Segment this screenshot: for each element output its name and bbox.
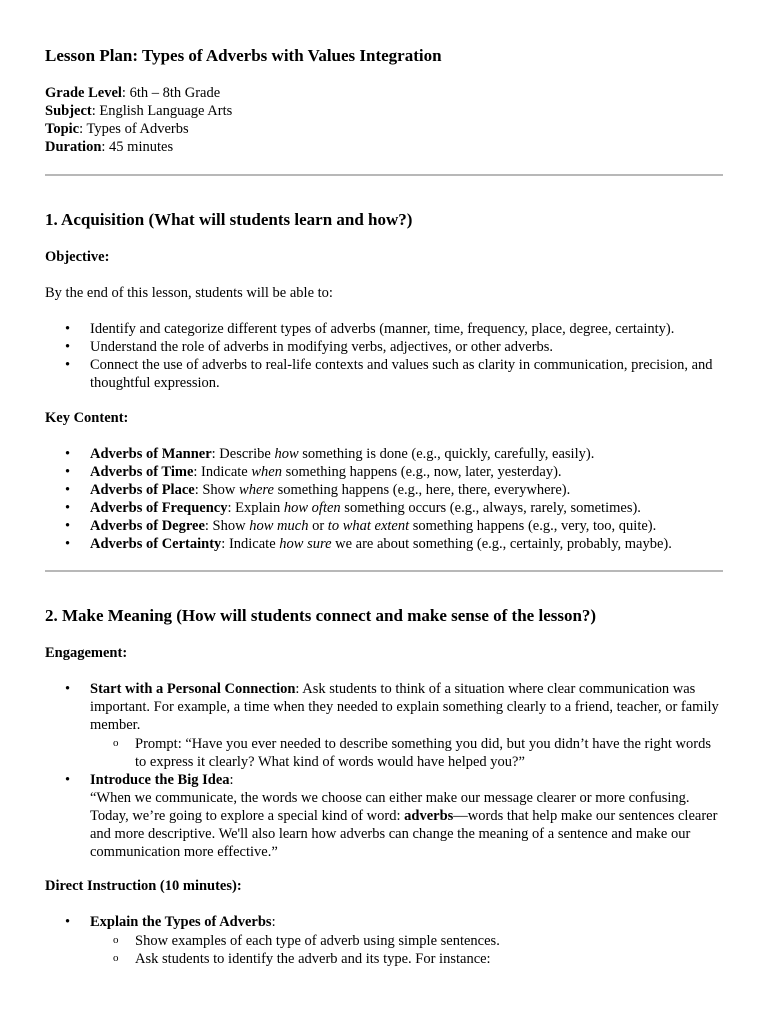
term: Introduce the Big Idea (90, 772, 230, 788)
section-heading-make-meaning: 2. Make Meaning (How will students connect and make sense of the lesson?) (45, 606, 597, 625)
text: something happens (e.g., very, too, quite). (409, 518, 657, 534)
text: or (308, 518, 328, 534)
list-item (45, 499, 723, 517)
list-item (45, 445, 723, 463)
list-item: • Connect the use of adverbs to real-life contexts and values such as clarity in communication, precision, and thoughtful expression. (45, 356, 723, 392)
quote-text: —words that help make our sentences clearer and more descriptive. We'll also learn how adverbs can change the meaning of a sentence and make our communication more effective.” (90, 808, 718, 860)
engagement-list (45, 680, 723, 861)
term: Start with a Personal Connection (90, 681, 296, 697)
meta-value: : English Language Arts (91, 103, 233, 119)
meta-grade-level (45, 84, 232, 102)
list-item (45, 771, 723, 861)
term: Adverbs of Degree (90, 518, 205, 534)
list-item (45, 913, 723, 968)
text: : Ask students to think of a situation where clear communication was important. For example, a time when they needed to explain something clearly to a friend, teacher, or family member. (90, 681, 719, 733)
emphasis: when (251, 464, 282, 480)
text: : Indicate (193, 464, 252, 480)
key-content-label: Key Content: (45, 410, 129, 426)
emphasis: how much (249, 518, 309, 534)
meta-duration (45, 138, 232, 156)
list-item (45, 535, 723, 553)
sub-list-item: o Ask students to identify the adverb and its type. For instance: (90, 950, 723, 968)
meta-topic (45, 120, 232, 138)
emphasis: how often (283, 500, 341, 516)
objective-label: Objective: (45, 249, 110, 265)
term: Adverbs of Place (90, 482, 195, 498)
text: : (271, 914, 276, 930)
emphasis: how sure (279, 536, 332, 552)
emphasis: how (274, 446, 299, 462)
direct-instruction-label: Direct Instruction (10 minutes): (45, 878, 242, 894)
text: something is done (e.g., quickly, carefully, easily). (298, 446, 595, 462)
meta-value: : 6th – 8th Grade (121, 85, 221, 101)
objective-intro: By the end of this lesson, students will be able to: (45, 285, 333, 301)
term: Adverbs of Manner (90, 446, 212, 462)
sub-list (90, 735, 723, 771)
text: : Show (194, 482, 240, 498)
text: we are about something (e.g., certainly, probably, maybe). (331, 536, 672, 552)
text: something happens (e.g., here, there, everywhere). (273, 482, 571, 498)
sub-list-item: o Show examples of each type of adverb using simple sentences. (90, 932, 723, 950)
section-heading-acquisition: 1. Acquisition (What will students learn and how?) (45, 210, 413, 229)
meta-subject (45, 102, 232, 120)
list-item (45, 680, 723, 771)
sub-list (90, 932, 723, 968)
text: something happens (e.g., now, later, yesterday). (281, 464, 562, 480)
list-item (45, 463, 723, 481)
page-title: Lesson Plan: Types of Adverbs with Values Integration (45, 46, 442, 65)
text: something occurs (e.g., always, rarely, sometimes). (340, 500, 641, 516)
term: Adverbs of Certainty (90, 536, 222, 552)
horizontal-divider (45, 174, 723, 176)
meta-label: Topic (45, 121, 80, 137)
text: : Explain (227, 500, 284, 516)
meta-label: Duration (45, 139, 102, 155)
keyword: adverbs (404, 808, 454, 824)
emphasis: to what extent (327, 518, 410, 534)
text: : (229, 772, 234, 788)
direct-instruction-list (45, 913, 723, 968)
term: Adverbs of Frequency (90, 500, 228, 516)
key-content-list (45, 445, 723, 553)
term: Explain the Types of Adverbs (90, 914, 272, 930)
meta-label: Grade Level (45, 85, 122, 101)
engagement-label: Engagement: (45, 645, 128, 661)
horizontal-divider (45, 570, 723, 572)
meta-value: : Types of Adverbs (79, 121, 189, 137)
lesson-meta (45, 84, 232, 156)
list-item: • Identify and categorize different types of adverbs (manner, time, frequency, place, degree, certainty). (45, 320, 723, 338)
text: : Describe (211, 446, 275, 462)
list-item (45, 517, 723, 535)
text: : Indicate (221, 536, 280, 552)
term: Adverbs of Time (90, 464, 194, 480)
quote-text: “When we communicate, the words we choose can either make our message clearer or more confusing. Today, we’re going to explore a special kind of word: (90, 790, 690, 824)
list-item: • Understand the role of adverbs in modifying verbs, adjectives, or other adverbs. (45, 338, 723, 356)
list-item (45, 481, 723, 499)
objectives-list (45, 320, 723, 392)
meta-value: : 45 minutes (101, 139, 174, 155)
meta-label: Subject (45, 103, 92, 119)
text: : Show (204, 518, 250, 534)
sub-list-item: o Prompt: “Have you ever needed to describe something you did, but you didn’t have the right words to express it clearly? What kind of words would have helped you?” (90, 735, 723, 771)
emphasis: where (239, 482, 274, 498)
